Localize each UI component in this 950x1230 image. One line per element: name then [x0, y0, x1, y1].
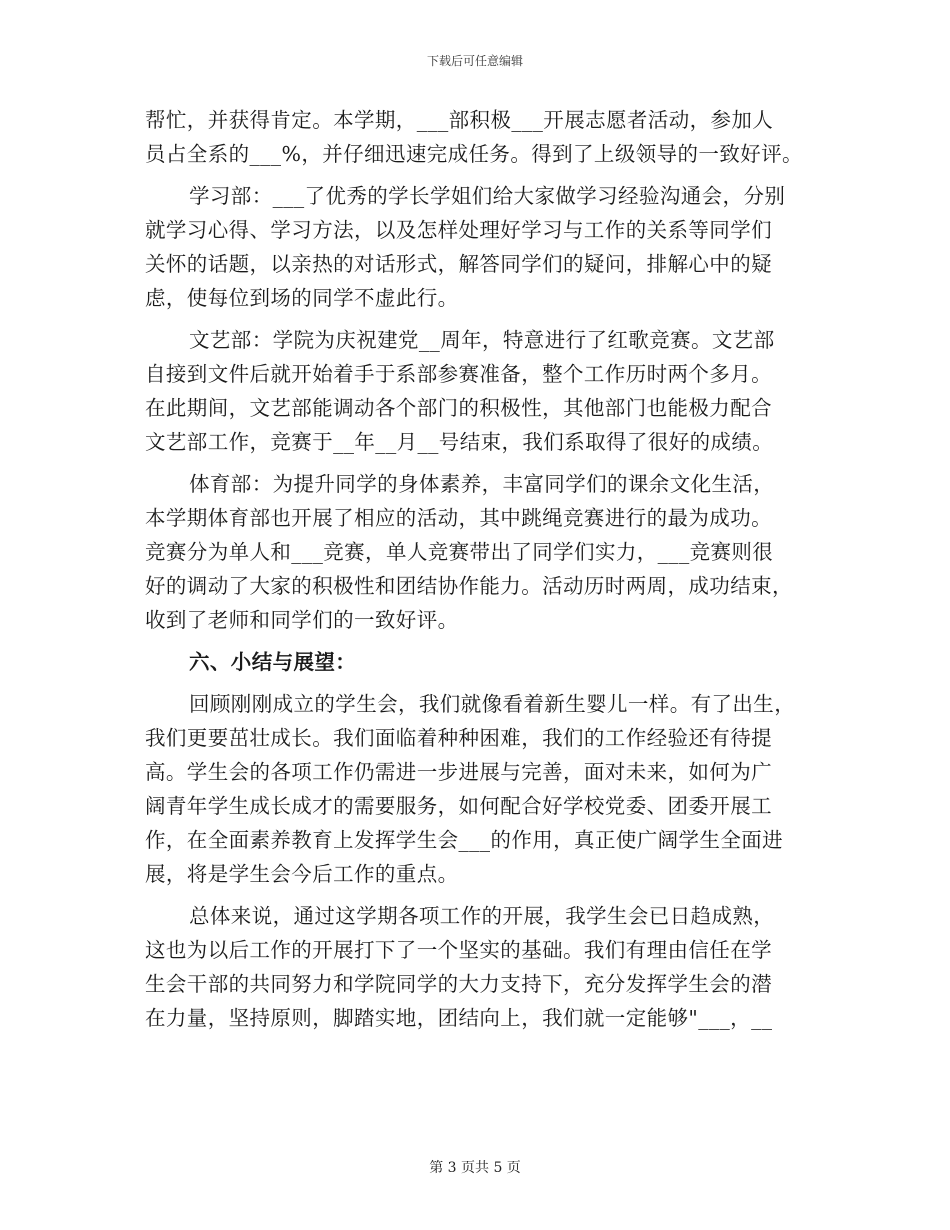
text-line: 作，在全面素养教育上发挥学生会___的作用，真正使广阔学生全面进	[145, 828, 784, 852]
text-line: 自接到文件后就开始着手于系部参赛准备，整个工作历时两个多月。	[145, 362, 772, 386]
document-body	[145, 103, 805, 1035]
text-line: 帮忙，并获得肯定。本学期，___部积极___开展志愿者活动，参加人	[145, 108, 774, 132]
text-line: 体育部：为提升同学的身体素养，丰富同学们的课余文化生活，	[189, 472, 775, 496]
text-line: 竞赛分为单人和___竞赛，单人竞赛带出了同学们实力，___竞赛则很	[145, 540, 774, 564]
section-heading: 六、小结与展望：	[189, 650, 357, 674]
paragraph-volunteer	[145, 103, 805, 171]
page-footer: 第 3 页共 5 页	[429, 1160, 521, 1176]
text-line: 回顾刚刚成立的学生会，我们就像看着新生婴儿一样。有了出生，	[189, 692, 796, 716]
text-line: 就学习心得、学习方法，以及怎样处理好学习与工作的关系等同学们	[145, 218, 772, 242]
text-line: 展，将是学生会今后工作的重点。	[145, 862, 459, 886]
paragraph-arts-dept	[145, 323, 805, 459]
text-line: 总体来说，通过这学期各项工作的开展，我学生会已日趋成熟，	[189, 904, 775, 928]
paragraph-review	[145, 687, 805, 891]
text-line: 好的调动了大家的积极性和团结协作能力。活动历时两周，成功结束，	[145, 574, 793, 598]
text-line: 文艺部：学院为庆祝建党__周年，特意进行了红歌竞赛。文艺部	[189, 328, 775, 352]
text-line: 高。学生会的各项工作仍需进一步进展与完善，面对未来，如何为广	[145, 760, 772, 784]
text-line: 员占全系的___%，并仔细迅速完成任务。得到了上级领导的一致好评。	[145, 142, 803, 166]
text-line: 生会干部的共同努力和学院同学的大力支持下，充分发挥学生会的潜	[145, 972, 772, 996]
text-line: 虑，使每位到场的同学不虚此行。	[145, 286, 459, 310]
text-line: 在此期间，文艺部能调动各个部门的积极性，其他部门也能极力配合	[145, 396, 772, 420]
text-line: 本学期体育部也开展了相应的活动，其中跳绳竞赛进行的最为成功。	[145, 506, 772, 530]
text-line: 阔青年学生成长成才的需要服务，如何配合好学校党委、团委开展工	[145, 794, 772, 818]
text-line: 学习部：___了优秀的学长学姐们给大家做学习经验沟通会，分别	[189, 184, 786, 208]
paragraph-study-dept	[145, 179, 805, 315]
page-header: 下载后可任意编辑	[426, 54, 523, 68]
text-line: 这也为以后工作的开展打下了一个坚实的基础。我们有理由信任在学	[145, 938, 772, 962]
text-line: 我们更要茁壮成长。我们面临着种种困难，我们的工作经验还有待提	[145, 726, 772, 750]
text-line: 在力量，坚持原则，脚踏实地，团结向上，我们就一定能够"___，__	[145, 1006, 773, 1030]
text-line: 收到了老师和同学们的一致好评。	[145, 608, 459, 632]
paragraph-summary	[145, 899, 805, 1035]
paragraph-sports-dept	[145, 467, 805, 637]
text-line: 关怀的话题，以亲热的对话形式，解答同学们的疑问，排解心中的疑	[145, 252, 772, 276]
text-line: 文艺部工作，竞赛于__年__月__号结束，我们系取得了很好的成绩。	[145, 430, 774, 454]
